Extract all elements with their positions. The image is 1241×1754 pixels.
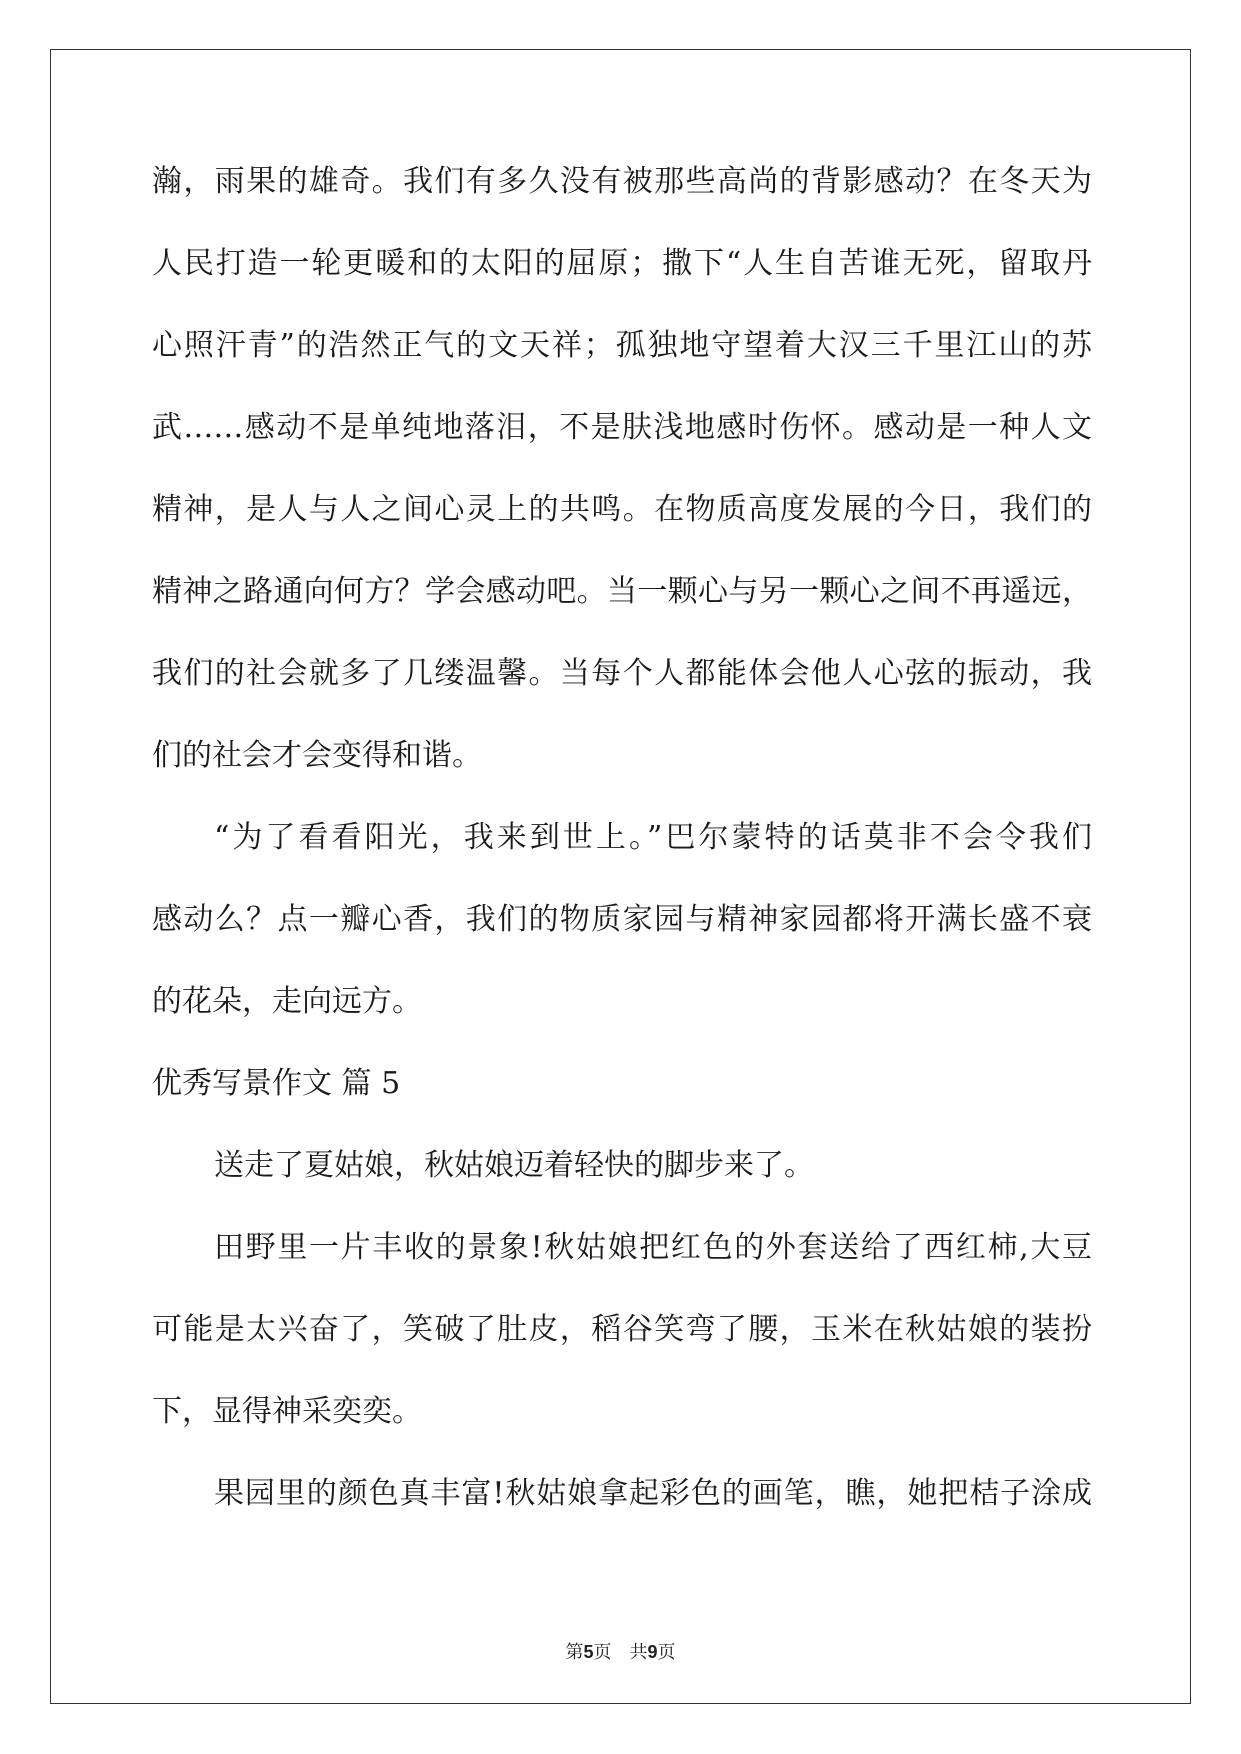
footer-total-prefix: 共 [629, 1642, 648, 1663]
text-line: 我们的社会就多了几缕温馨。当每个人都能体会他人心弦的振动，我 [152, 656, 1092, 691]
text-line: 心照汗青”的浩然正气的文天祥；孤独地守望着大汉三千里江山的苏 [152, 328, 1092, 363]
text-line: 感动么？点一瓣心香，我们的物质家园与精神家园都将开满长盛不衰 [152, 902, 1092, 937]
text-line: 田野里一片丰收的景象!秋姑娘把红色的外套送给了西红柿,大豆 [214, 1230, 1092, 1265]
text-line: 精神之路通向何方？学会感动吧。当一颗心与另一颗心之间不再遥远， [152, 574, 1092, 609]
text-line: 下，显得神采奕奕。 [152, 1394, 422, 1429]
text-line: 可能是太兴奋了，笑破了肚皮，稻谷笑弯了腰，玉米在秋姑娘的装扮 [152, 1312, 1092, 1347]
text-line: 人民打造一轮更暖和的太阳的屈原；撒下“人生自苦谁无死，留取丹 [152, 246, 1092, 281]
text-line: 们的社会才会变得和谐。 [152, 738, 482, 773]
total-pages-number: 9 [647, 1642, 658, 1662]
text-line: 瀚，雨果的雄奇。我们有多久没有被那些高尚的背影感动？在冬天为 [152, 164, 1092, 199]
section-heading: 优秀写景作文 篇 5 [152, 1066, 401, 1101]
current-page-number: 5 [583, 1642, 594, 1662]
footer-total-suffix: 页 [657, 1642, 676, 1663]
text-line: “为了看看阳光，我来到世上。”巴尔蒙特的话莫非不会令我们 [214, 820, 1092, 855]
text-line: 果园里的颜色真丰富!秋姑娘拿起彩色的画笔，瞧，她把桔子涂成 [214, 1476, 1092, 1511]
footer-page-suffix: 页 [593, 1642, 612, 1663]
page-footer [0, 1638, 1241, 1664]
text-line: 武……感动不是单纯地落泪，不是肤浅地感时伤怀。感动是一种人文 [152, 410, 1092, 445]
footer-prefix: 第 [565, 1642, 584, 1663]
document-body [152, 160, 1092, 1554]
text-line: 送走了夏姑娘，秋姑娘迈着轻快的脚步来了。 [214, 1148, 814, 1183]
text-line: 的花朵，走向远方。 [152, 984, 422, 1019]
text-line: 精神，是人与人之间心灵上的共鸣。在物质高度发展的今日，我们的 [152, 492, 1092, 527]
